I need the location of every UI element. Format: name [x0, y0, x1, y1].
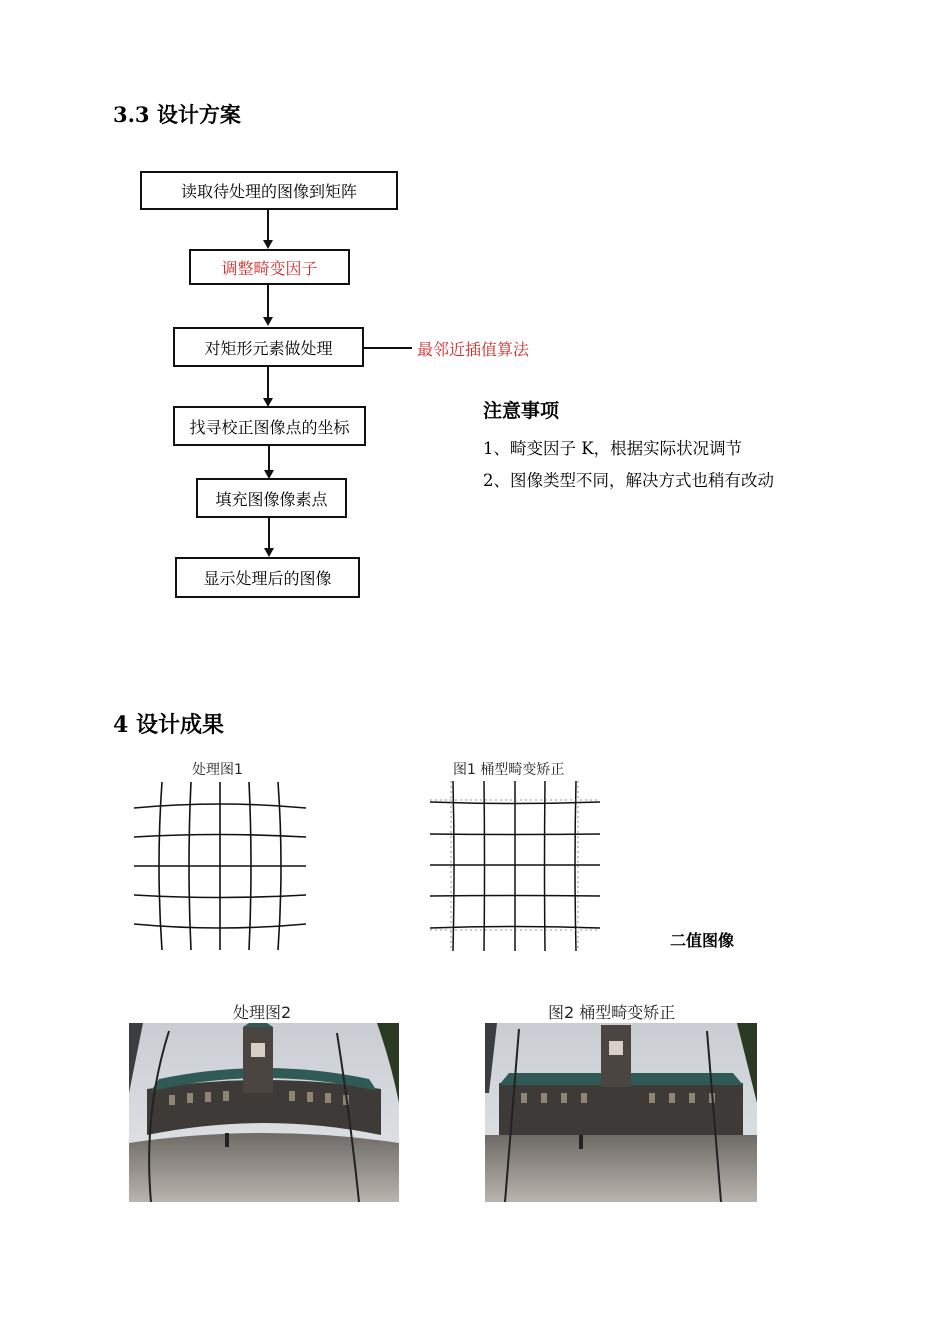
grid-before-caption: 处理图1	[192, 762, 243, 778]
flow-step-adjust-distortion: 调整畸变因子	[189, 249, 350, 285]
notes-title: 注意事项	[483, 400, 560, 422]
side-note-connector	[364, 347, 412, 349]
distorted-photo	[129, 1023, 399, 1202]
corrected-grid-image	[427, 778, 603, 954]
flow-connector	[267, 367, 269, 398]
flow-step-process-rect: 对矩形元素做处理	[173, 327, 364, 367]
corrected-photo	[485, 1023, 757, 1202]
grid-after-caption: 图1 桶型畸变矫正	[453, 762, 565, 778]
side-note-interpolation: 最邻近插值算法	[417, 340, 530, 359]
section-heading-4: 4 设计成果	[113, 712, 224, 738]
flow-connector	[267, 285, 269, 317]
binary-image-label: 二值图像	[670, 931, 735, 950]
flow-step-show-result: 显示处理后的图像	[175, 557, 360, 598]
note-item: 1、畸变因子 K，根据实际状况调节	[483, 439, 743, 458]
flow-step-fill-pixels: 填充图像像素点	[196, 478, 347, 518]
photo-before-caption: 处理图2	[233, 1003, 292, 1022]
note-item: 2、图像类型不同，解决方式也稍有改动	[483, 471, 774, 490]
flow-step-find-coords: 找寻校正图像点的坐标	[173, 406, 366, 446]
arrow-down-icon	[263, 240, 273, 249]
distorted-grid-image	[130, 778, 310, 954]
arrow-down-icon	[263, 317, 273, 326]
photo-after-caption: 图2 桶型畸变矫正	[548, 1003, 676, 1022]
flow-connector	[268, 446, 270, 470]
flow-connector	[267, 210, 269, 240]
section-heading-3-3: 3.3 设计方案	[113, 102, 241, 127]
flow-connector	[268, 518, 270, 548]
arrow-down-icon	[264, 548, 274, 557]
flow-step-read-image: 读取待处理的图像到矩阵	[140, 171, 398, 210]
